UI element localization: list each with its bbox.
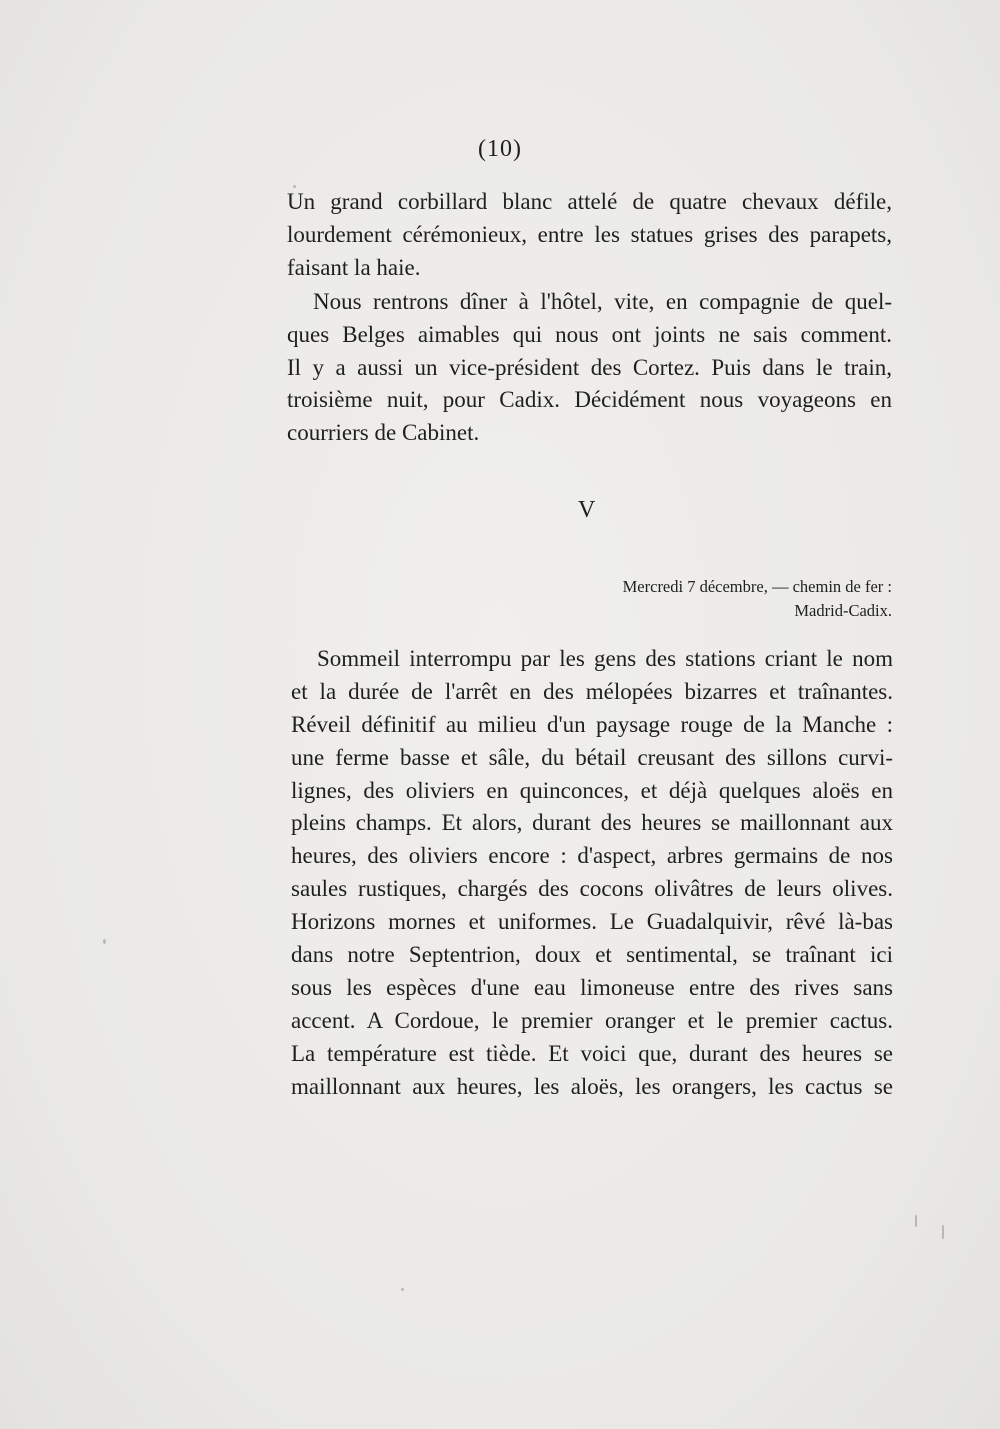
paper-speck [915, 1215, 917, 1227]
text-line: faisant la haie. [287, 254, 421, 280]
text-line: une ferme basse et sâle, du bétail creusant des sillons curvi- [291, 744, 893, 770]
text-line: saules rustiques, chargés des cocons olivâtres de leurs olives. [291, 876, 893, 902]
text-line: lourdement cérémonieux, entre les statues grises des parapets, [287, 221, 892, 247]
paper-speck [293, 185, 296, 188]
text-line: Un grand corbillard blanc attelé de quatre chevaux défile, [287, 189, 892, 214]
text-line: pleins champs. Et alors, durant des heures se maillonnant aux [291, 810, 893, 836]
text-line: Il y a aussi un vice-président des Cortez. Puis dans le train, [287, 354, 892, 380]
text-line: heures, des oliviers encore : d'aspect, arbres germains de nos [291, 843, 893, 869]
paper-speck [942, 1225, 944, 1239]
text-line: troisième nuit, pour Cadix. Décidément nous voyageons en [287, 387, 892, 413]
text-line: Horizons mornes et uniformes. Le Guadalquivir, rêvé là-bas [291, 909, 893, 935]
section-numeral: V [578, 497, 596, 523]
paragraph-2 [287, 286, 892, 450]
text-line: et la durée de l'arrêt en des mélopées bizarres et traînantes. [291, 678, 893, 704]
text-line: ques Belges aimables qui nous ont joints ne sais comment. [287, 321, 892, 347]
text-line: La température est tiède. Et voici que, durant des heures se [291, 1040, 893, 1066]
text-line: Nous rentrons dîner à l'hôtel, vite, en compagnie de quel- [313, 289, 892, 314]
text-line: accent. A Cordoue, le premier oranger et le premier cactus. [291, 1007, 893, 1033]
page-number: (10) [478, 136, 522, 162]
text-line: sous les espèces d'une eau limoneuse entre des rives sans [291, 974, 893, 1000]
paper-speck [103, 939, 106, 944]
dateline-date: Mercredi 7 décembre, — chemin de fer : [622, 577, 892, 596]
text-line: Sommeil interrompu par les gens des stations criant le nom [317, 646, 893, 671]
text-line: maillonnant aux heures, les aloës, les orangers, les cactus se [291, 1073, 893, 1099]
paper-speck [401, 1288, 404, 1291]
text-line: Réveil définitif au milieu d'un paysage rouge de la Manche : [291, 711, 893, 737]
text-line: lignes, des oliviers en quinconces, et déjà quelques aloës en [291, 777, 893, 803]
paragraph-3 [291, 643, 893, 1103]
text-line: courriers de Cabinet. [287, 420, 480, 446]
dateline-route: Madrid-Cadix. [794, 601, 892, 620]
text-line: dans notre Septentrion, doux et sentimental, se traînant ici [291, 942, 893, 968]
paragraph-1 [287, 186, 892, 284]
